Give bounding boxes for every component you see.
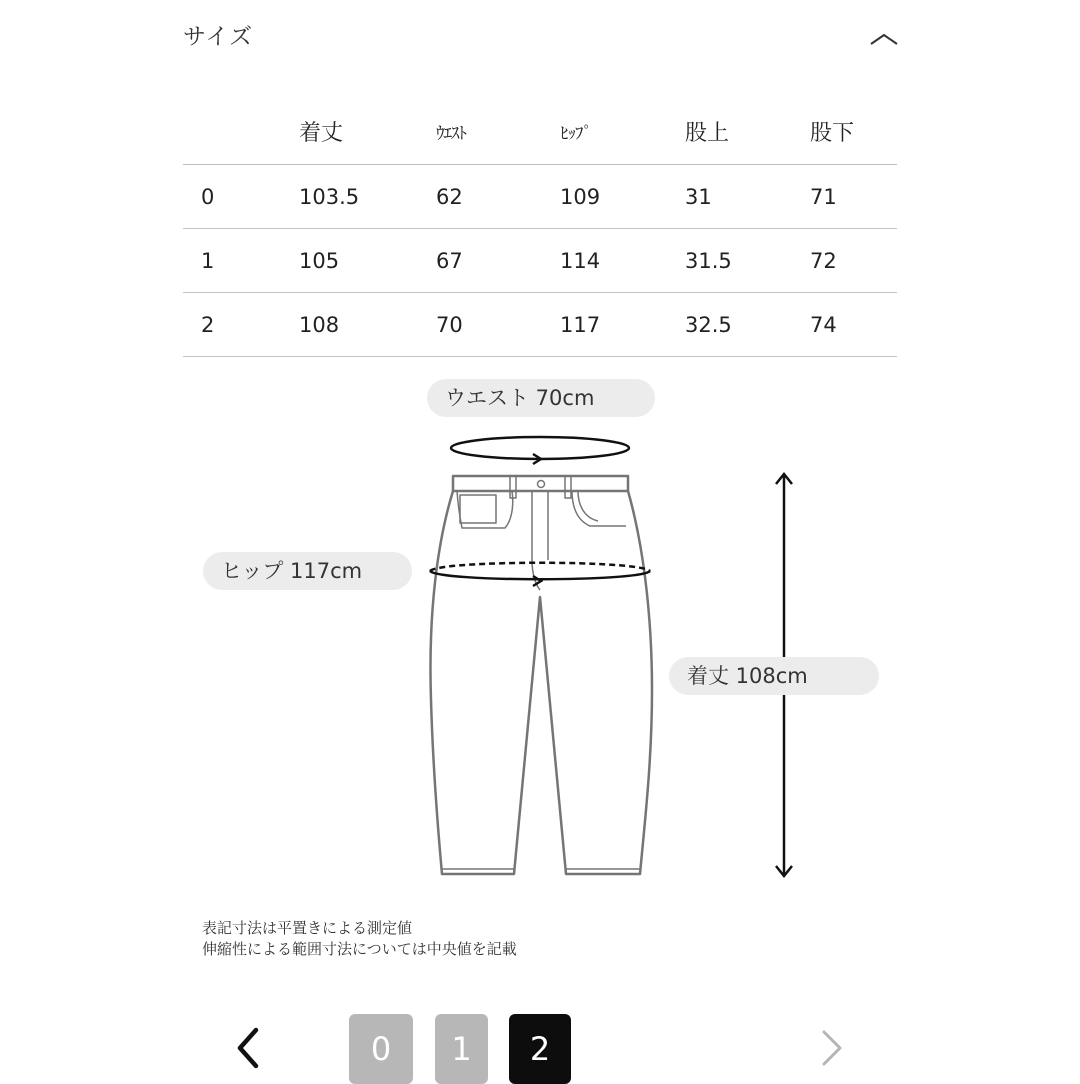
cell-hip: 114 (560, 229, 685, 293)
cell-length: 105 (299, 229, 436, 293)
waist-label: ウエスト 70cm (427, 379, 655, 417)
cell-inseam: 72 (810, 229, 897, 293)
chevron-left-icon[interactable] (228, 1022, 268, 1074)
cell-waist: 62 (436, 165, 560, 229)
size-tab-1[interactable]: 1 (435, 1014, 488, 1084)
cell-hip: 109 (560, 165, 685, 229)
header-rise: 股上 (685, 98, 810, 165)
length-label: 着丈 108cm (669, 657, 879, 695)
measurement-notes (202, 918, 517, 960)
header-inseam: 股下 (810, 98, 897, 165)
cell-inseam: 74 (810, 293, 897, 357)
note-line: 伸縮性による範囲寸法については中央値を記載 (202, 940, 517, 958)
header-length: 着丈 (299, 98, 436, 165)
chevron-right-icon[interactable] (812, 1022, 852, 1074)
cell-size: 2 (183, 293, 299, 357)
hip-label: ヒップ 117cm (203, 552, 412, 590)
cell-size: 0 (183, 165, 299, 229)
cell-rise: 32.5 (685, 293, 810, 357)
header-hip: ﾋｯﾌﾟ (560, 98, 685, 165)
cell-length: 103.5 (299, 165, 436, 229)
cell-rise: 31 (685, 165, 810, 229)
size-tab-2[interactable]: 2 (509, 1014, 571, 1084)
size-tab-0[interactable]: 0 (349, 1014, 413, 1084)
waist-measure-line (451, 437, 629, 464)
cell-hip: 117 (560, 293, 685, 357)
cell-waist: 67 (436, 229, 560, 293)
size-section-title: サイズ (183, 24, 254, 50)
pants-outline-icon (430, 476, 652, 874)
note-line: 表記寸法は平置きによる測定値 (202, 919, 413, 937)
header-waist: ｳｴｽﾄ (436, 98, 560, 165)
cell-rise: 31.5 (685, 229, 810, 293)
cell-inseam: 71 (810, 165, 897, 229)
cell-length: 108 (299, 293, 436, 357)
cell-size: 1 (183, 229, 299, 293)
cell-waist: 70 (436, 293, 560, 357)
hip-measure-line (430, 563, 650, 586)
